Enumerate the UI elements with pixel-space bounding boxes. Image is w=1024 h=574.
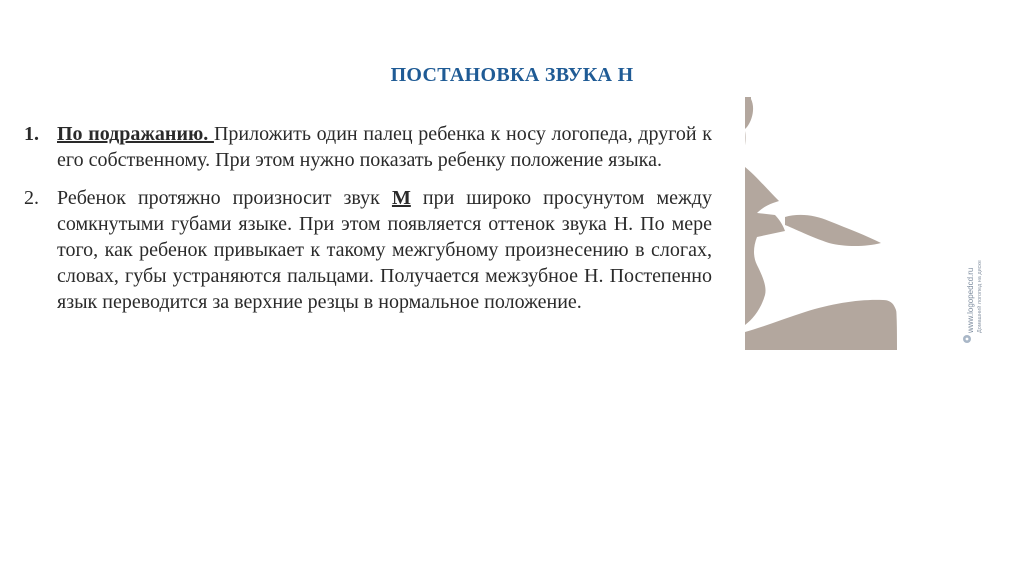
list-item (24, 121, 712, 173)
sound-letter: М (391, 187, 411, 209)
articulation-profile-image (745, 97, 993, 350)
item-body-start: Ребенок протяжно произносит звук (57, 187, 392, 209)
item-body-end: при широко просунутом между сомкнутыми губами языке. При этом появляется оттенок звука Н. По мере того, как ребенок привыкает к такому межгубному произнесению в слогах, словах, губы устраняются пальцами. Получается межзубное Н. Постепенно язык переводится за верхние резцы в нормальное положение. (57, 187, 712, 313)
svg-text:www.logopedcd.ru: www.logopedcd.ru (966, 267, 975, 333)
item-lead: По подражанию. (57, 123, 214, 145)
item-text (57, 185, 712, 315)
item-number: 1. (24, 123, 39, 145)
watermark (966, 260, 983, 334)
item-body: Приложить один палец ребенка к носу логопеда, другой к его собственному. При этом нужно показать ребенку положение языка. (57, 123, 712, 171)
slide-title: ПОСТАНОВКА ЗВУКА Н (390, 64, 634, 86)
instruction-list (24, 121, 712, 315)
item-text (57, 121, 712, 173)
item-number: 2. (24, 187, 39, 209)
svg-text:Домашний логопед на диске: Домашний логопед на диске (977, 260, 983, 333)
list-item (24, 185, 712, 315)
